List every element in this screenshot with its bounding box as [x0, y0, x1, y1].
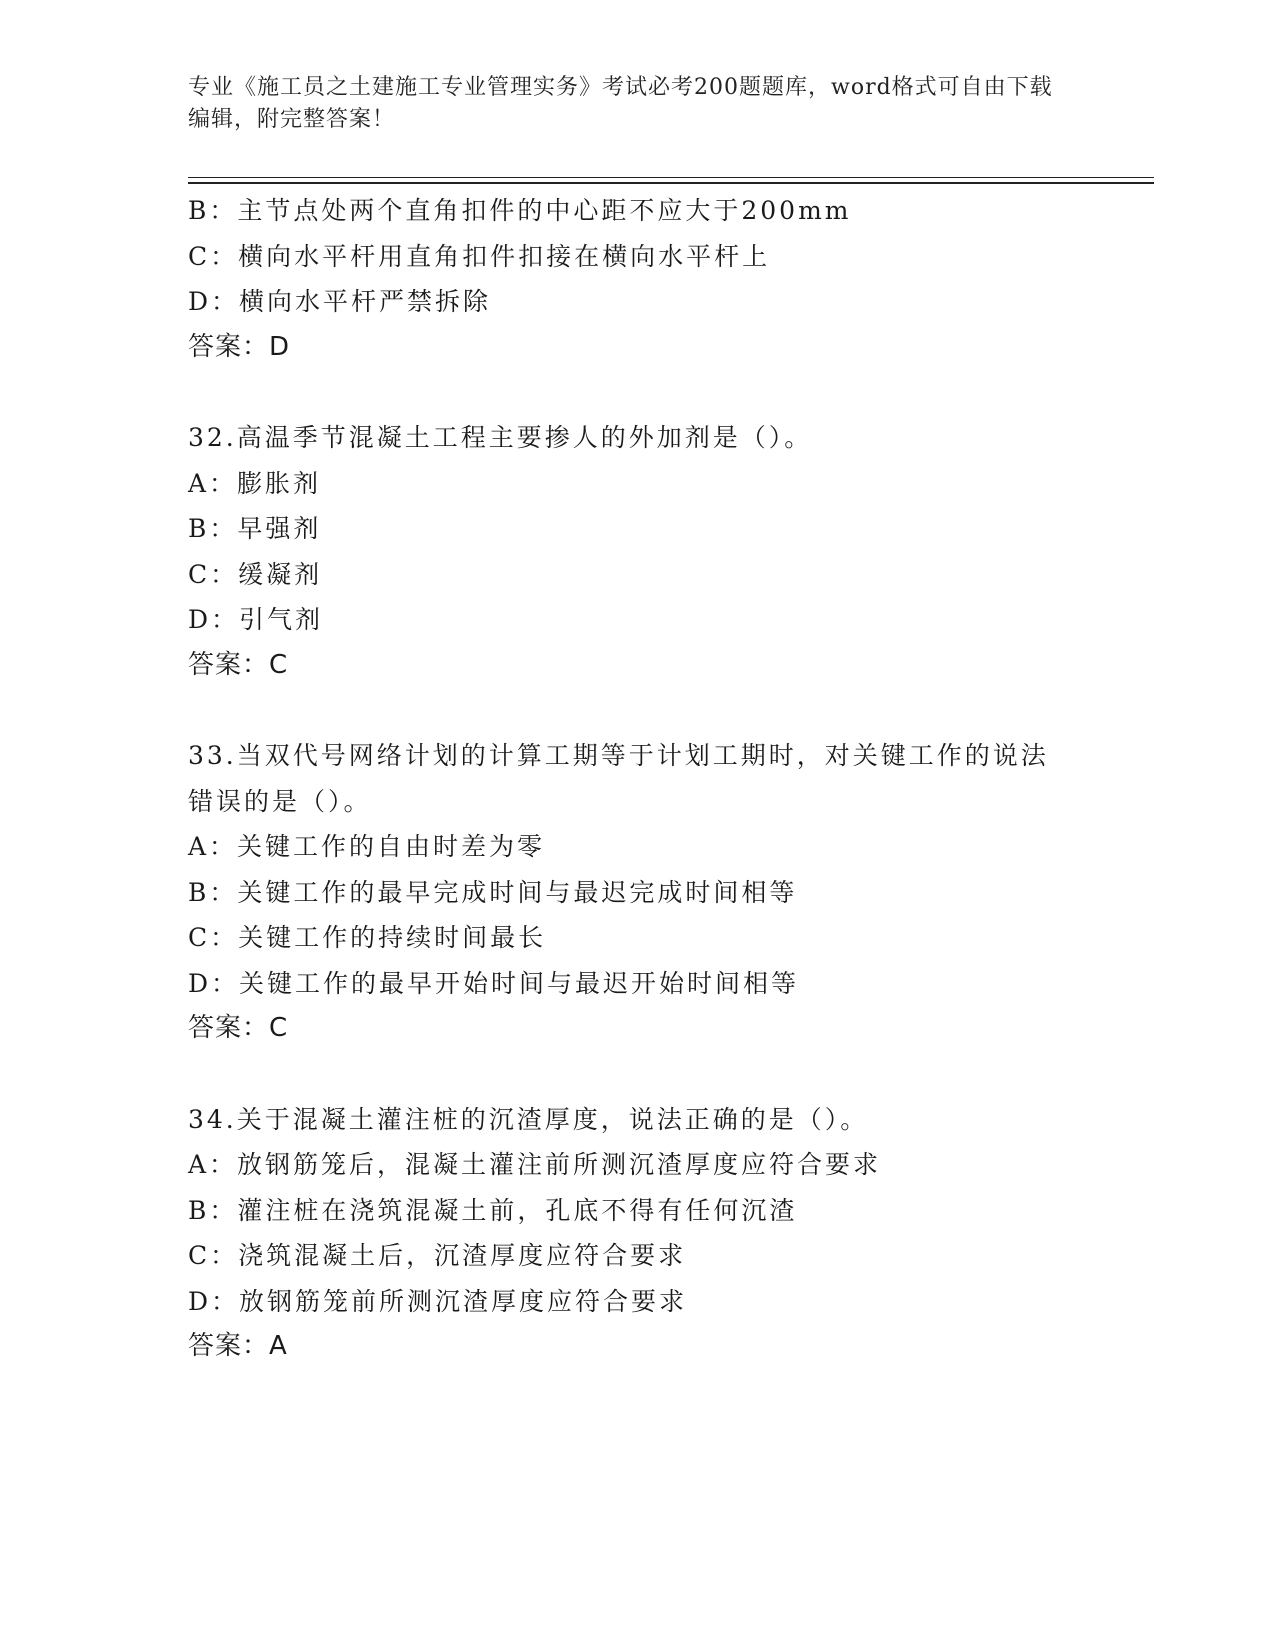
option-c: C：浇筑混凝土后，沉渣厚度应符合要求: [188, 1241, 687, 1270]
header-rule-thin: [188, 177, 1154, 178]
document-header: 专业《施工员之土建施工专业管理实务》考试必考200题题库，word格式可自由下载编辑，附完整答案！: [188, 75, 1053, 132]
option-c: C：缓凝剂: [188, 559, 323, 589]
question-stem: 32.高温季节混凝土工程主要掺人的外加剂是（）。: [188, 423, 813, 452]
question-34: [188, 1097, 1088, 1370]
option-a: A：放钢筋笼后，混凝土灌注前所测沉渣厚度应符合要求: [188, 1150, 882, 1179]
question-stem-line-1: 33.当双代号网络计划的计算工期等于计划工期时，对关键工作的说法: [188, 741, 1049, 770]
option-c: C：横向水平杆用直角扣件扣接在横向水平杆上: [188, 241, 771, 271]
option-a: A：关键工作的自由时差为零: [188, 832, 546, 861]
option-d: D：引气剂: [188, 605, 324, 634]
header-rule-thick: [188, 182, 1154, 184]
option-b: B：主节点处两个直角扣件的中心距不应大于200mm: [188, 196, 852, 225]
answer: 答案：A: [188, 1331, 288, 1361]
question-stem: 34.关于混凝土灌注桩的沉渣厚度，说法正确的是（）。: [188, 1104, 869, 1134]
answer: 答案：C: [188, 1013, 289, 1043]
question-31-continued: [188, 188, 1088, 370]
option-b: B：关键工作的最早完成时间与最迟完成时间相等: [188, 877, 798, 907]
question-stem-line-2: 错误的是（）。: [188, 786, 372, 816]
answer: 答案：C: [188, 649, 289, 680]
question-33: [188, 733, 1088, 1052]
option-d: D：横向水平杆严禁拆除: [188, 287, 492, 316]
option-b: B：灌注桩在浇筑混凝土前，孔底不得有任何沉渣: [188, 1195, 798, 1225]
question-list: [188, 188, 1088, 1370]
option-b: B：早强剂: [188, 514, 322, 543]
question-32: [188, 415, 1088, 688]
option-a: A：膨胀剂: [188, 468, 322, 498]
option-d: D：关键工作的最早开始时间与最迟开始时间相等: [188, 968, 800, 998]
answer: 答案：D: [188, 331, 291, 362]
option-d: D：放钢筋笼前所测沉渣厚度应符合要求: [188, 1286, 688, 1316]
option-c: C：关键工作的持续时间最长: [188, 923, 547, 952]
